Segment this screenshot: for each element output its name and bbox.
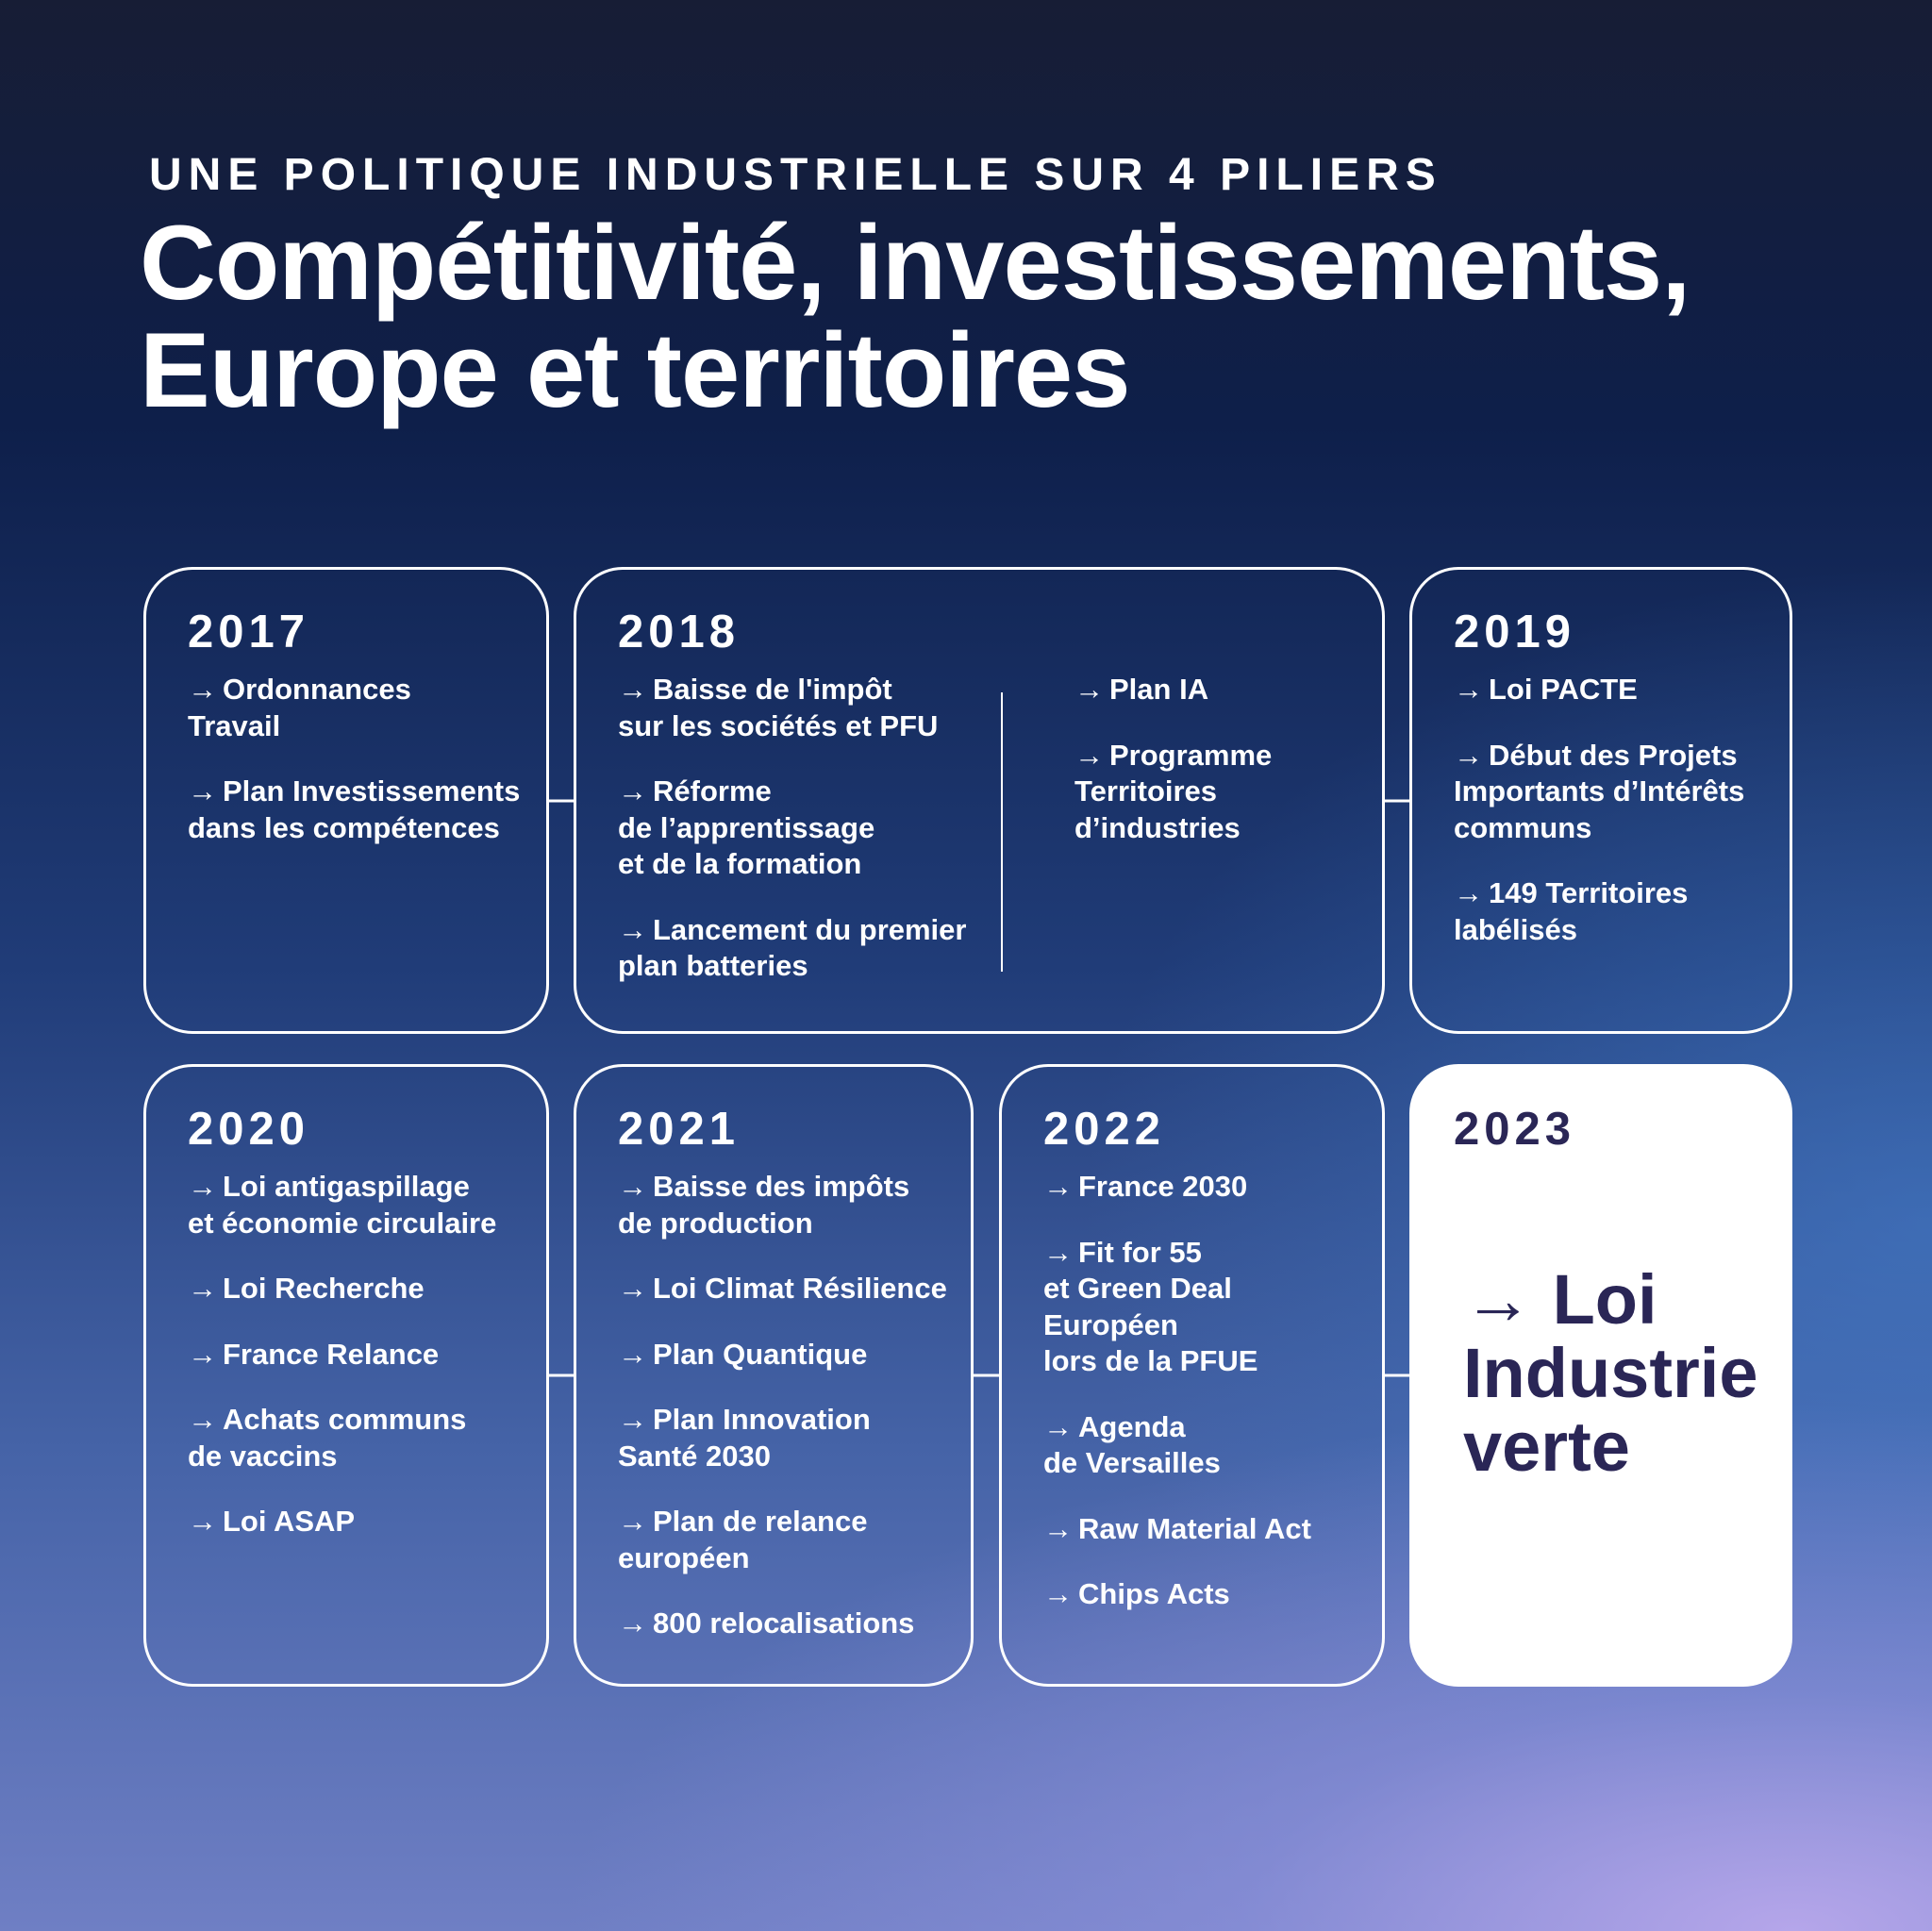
card-2018 (574, 567, 1385, 1034)
arrow-right-icon: → (618, 774, 647, 807)
list-item: → Loi PACTE (1454, 673, 1638, 706)
list-item: → 149 Territoires labélisés (1454, 876, 1689, 946)
year-label: 2022 (1043, 1104, 1166, 1155)
item-list (188, 672, 527, 875)
arrow-right-icon: → (618, 1403, 647, 1436)
arrow-right-icon: → (1454, 673, 1483, 706)
item-list (618, 1169, 961, 1672)
list-item: → Ordonnances Travail (188, 673, 411, 742)
arrow-right-icon: → (1454, 876, 1483, 909)
list-item: → 800 relocalisations (618, 1606, 915, 1640)
list-item: → France Relance (188, 1337, 440, 1371)
list-item: → Chips Acts (1043, 1577, 1230, 1610)
list-item: → Loi antigaspillage et économie circulaire (188, 1170, 497, 1240)
arrow-right-icon: → (1463, 1260, 1533, 1339)
item-list (1454, 672, 1771, 977)
arrow-right-icon: → (1074, 673, 1104, 706)
arrow-right-icon: → (1043, 1511, 1073, 1545)
list-item: → Loi ASAP (188, 1505, 356, 1538)
highlight-item: → Loi Industrie verte (1463, 1260, 1758, 1486)
card-2022 (999, 1064, 1385, 1687)
arrow-right-icon: → (1454, 738, 1483, 772)
arrow-right-icon: → (188, 1505, 217, 1538)
list-item: → Raw Material Act (1043, 1511, 1311, 1545)
arrow-right-icon: → (1074, 738, 1104, 772)
list-item: → Lancement du premier plan batteries (618, 912, 967, 982)
arrow-right-icon: → (188, 1337, 217, 1371)
list-item: → Baisse de l'impôt sur les sociétés et PFU (618, 673, 939, 742)
item-list (1043, 1169, 1374, 1642)
item-list-right (1074, 672, 1363, 875)
arrow-right-icon: → (618, 1170, 647, 1203)
arrow-right-icon: → (618, 1272, 647, 1305)
list-item: → Loi Recherche (188, 1272, 425, 1305)
list-item: → Loi Climat Résilience (618, 1272, 947, 1305)
year-label: 2019 (1454, 607, 1576, 658)
list-item: → Agenda de Versailles (1043, 1409, 1221, 1479)
list-item: → Plan Innovation Santé 2030 (618, 1403, 871, 1473)
card-2017 (143, 567, 549, 1034)
list-item: → Achats communs de vaccins (188, 1403, 467, 1473)
arrow-right-icon: → (188, 1403, 217, 1436)
arrow-right-icon: → (618, 912, 647, 946)
year-label: 2018 (618, 607, 741, 658)
arrow-right-icon: → (1043, 1170, 1073, 1203)
card-2023 (1409, 1064, 1792, 1687)
list-item: → Début des Projets Importants d’Intérêts communs (1454, 738, 1745, 844)
title-line-1: Compétitivité, investissements, (140, 204, 1690, 322)
arrow-right-icon: → (188, 673, 217, 706)
arrow-right-icon: → (1043, 1409, 1073, 1443)
list-item: → France 2030 (1043, 1170, 1248, 1203)
kicker-label: UNE POLITIQUE INDUSTRIELLE SUR 4 PILIERS (149, 150, 1442, 200)
arrow-right-icon: → (1043, 1235, 1073, 1269)
list-item: → Plan Quantique (618, 1337, 868, 1371)
arrow-right-icon: → (618, 1337, 647, 1371)
arrow-right-icon: → (618, 1505, 647, 1538)
list-item: → Baisse des impôts de production (618, 1170, 910, 1240)
card-2020 (143, 1064, 549, 1687)
arrow-right-icon: → (188, 774, 217, 807)
list-item: → Plan IA (1074, 673, 1209, 706)
list-item: → Réforme de l’apprentissage et de la formation (618, 774, 875, 880)
arrow-right-icon: → (618, 1606, 647, 1640)
item-list (188, 1169, 527, 1570)
item-list-left (618, 672, 995, 1014)
title-line-2: Europe et territoires (140, 311, 1130, 429)
arrow-right-icon: → (1043, 1577, 1073, 1610)
list-item: → Fit for 55 et Green Deal Européen lors de la PFUE (1043, 1235, 1258, 1377)
year-label: 2020 (188, 1104, 310, 1155)
list-item: → Plan Investissements dans les compétences (188, 774, 521, 844)
year-label: 2021 (618, 1104, 741, 1155)
arrow-right-icon: → (618, 673, 647, 706)
year-label: 2023 (1454, 1104, 1576, 1155)
card-2021 (574, 1064, 974, 1687)
card-2019 (1409, 567, 1792, 1034)
year-label: 2017 (188, 607, 310, 658)
list-item: → Programme Territoires d’industries (1074, 738, 1273, 844)
arrow-right-icon: → (188, 1170, 217, 1203)
list-item: → Plan de relance européen (618, 1505, 868, 1574)
column-divider (1001, 692, 1003, 972)
arrow-right-icon: → (188, 1272, 217, 1305)
